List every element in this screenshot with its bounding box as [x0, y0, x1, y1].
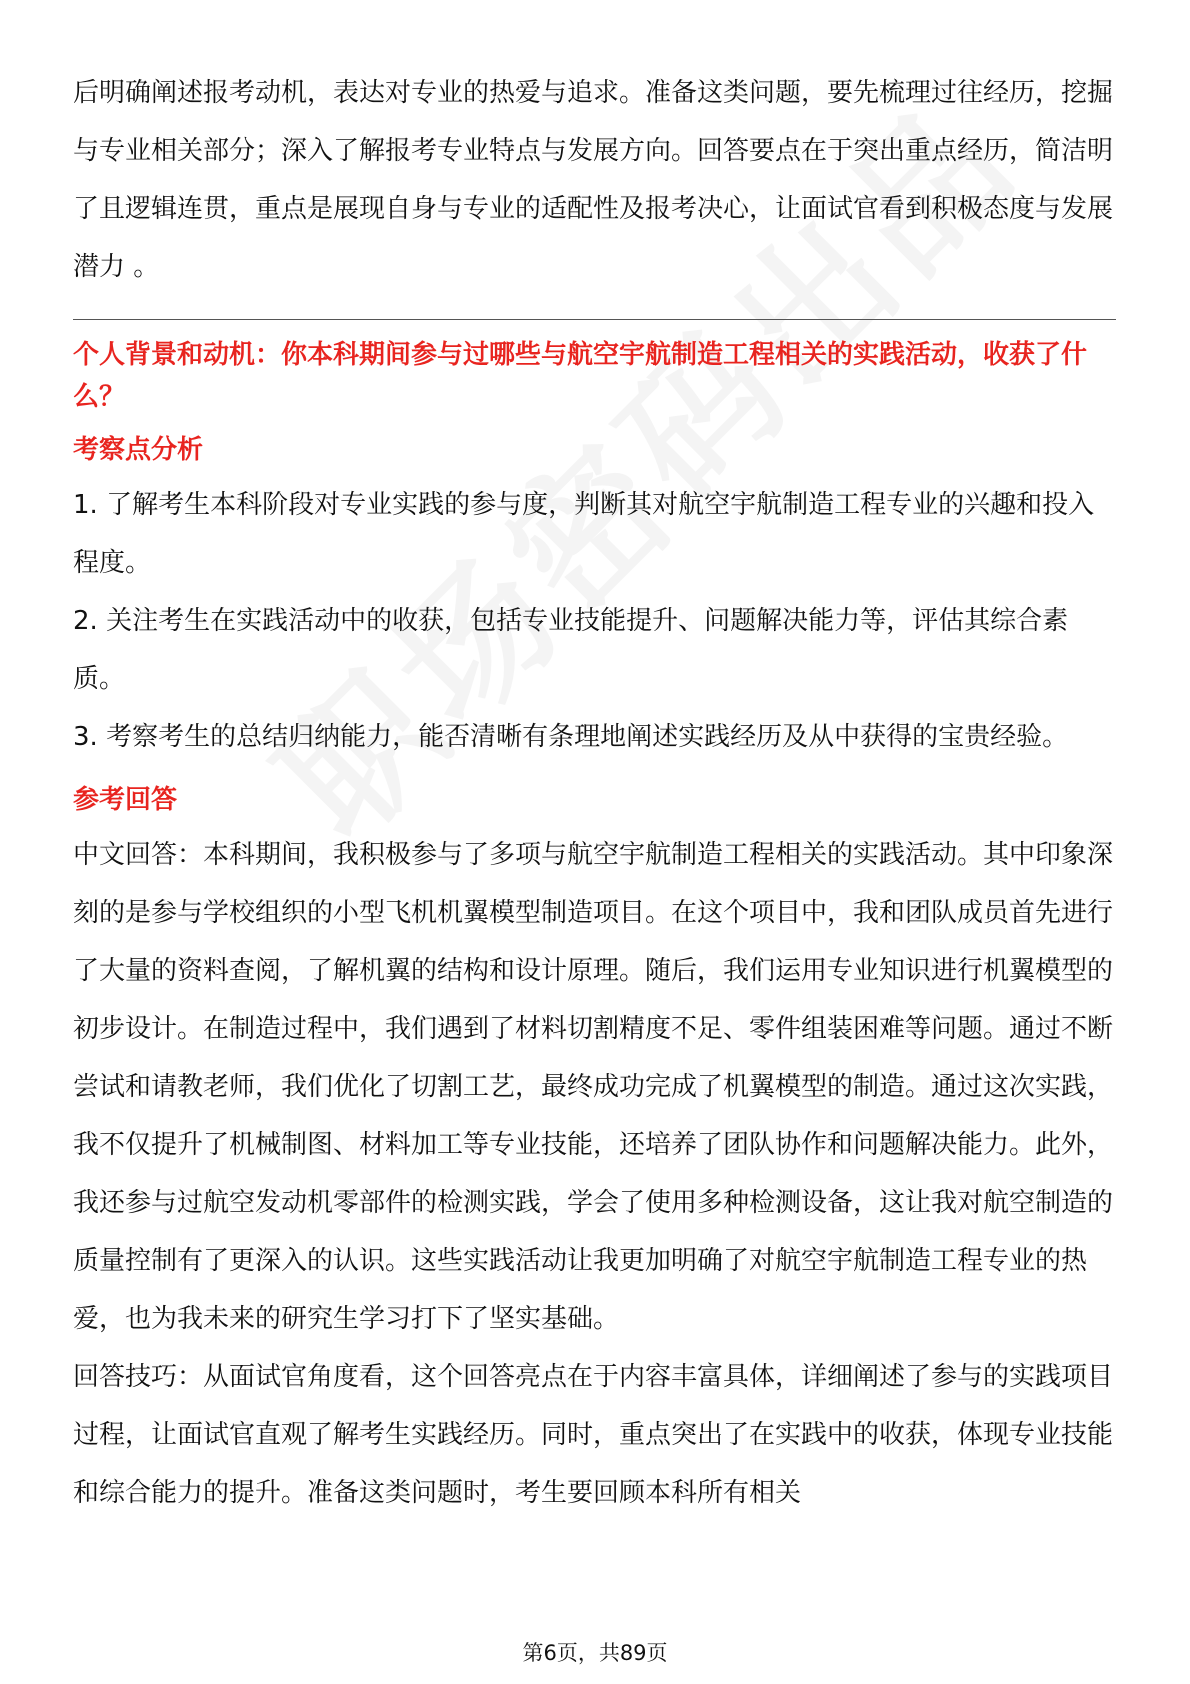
reference-heading: 参考回答 [73, 785, 178, 815]
page-number-footer: 第6页，共89页 [522, 1641, 668, 1665]
analysis-heading: 考察点分析 [73, 435, 204, 465]
question-heading: 个人背景和动机：你本科期间参与过哪些与航空宇航制造工程相关的实践活动，收获了什么？ [73, 340, 1088, 412]
analysis-item-2: 2. 关注考生在实践活动中的收获，包括专业技能提升、问题解决能力等，评估其综合素质。 [73, 606, 1069, 694]
answer-tips: 回答技巧：从面试官角度看，这个回答亮点在于内容丰富具体，详细阐述了参与的实践项目过程，让面试官直观了解考生实践经历。同时，重点突出了在实践中的收获，体现专业技能和综合能力的提升。准备这类问题时，考生要回顾本科所有相关 [73, 1362, 1114, 1508]
analysis-item-1: 1. 了解考生本科阶段对专业实践的参与度，判断其对航空宇航制造工程专业的兴趣和投入程度。 [73, 490, 1095, 578]
reference-answer: 中文回答：本科期间，我积极参与了多项与航空宇航制造工程相关的实践活动。其中印象深刻的是参与学校组织的小型飞机机翼模型制造项目。在这个项目中，我和团队成员首先进行了大量的资料查阅，了解机翼的结构和设计原理。随后，我们运用专业知识进行机翼模型的初步设计。在制造过程中，我们遇到了材料切割精度不足、零件组装困难等问题。通过不断尝试和请教老师，我们优化了切割工艺，最终成功完成了机翼模型的制造。通过这次实践，我不仅提升了机械制图、材料加工等专业技能，还培养了团队协作和问题解决能力。此外，我还参与过航空发动机零部件的检测实践，学会了使用多种检测设备，这让我对航空制造的质量控制有了更深入的认识。这些实践活动让我更加明确了对航空宇航制造工程专业的热爱，也为我未来的研究生学习打下了坚实基础。 [73, 840, 1114, 1334]
section-divider [73, 319, 1116, 320]
page-content [73, 64, 1116, 1522]
analysis-item-3: 3. 考察考生的总结归纳能力，能否清晰有条理地阐述实践经历及从中获得的宝贵经验。 [73, 722, 1069, 752]
intro-paragraph: 后明确阐述报考动机，表达对专业的热爱与追求。准备这类问题，要先梳理过往经历，挖掘与专业相关部分；深入了解报考专业特点与发展方向。回答要点在于突出重点经历，简洁明了且逻辑连贯，重点是展现自身与专业的适配性及报考决心，让面试官看到积极态度与发展潜力 。 [73, 78, 1114, 282]
